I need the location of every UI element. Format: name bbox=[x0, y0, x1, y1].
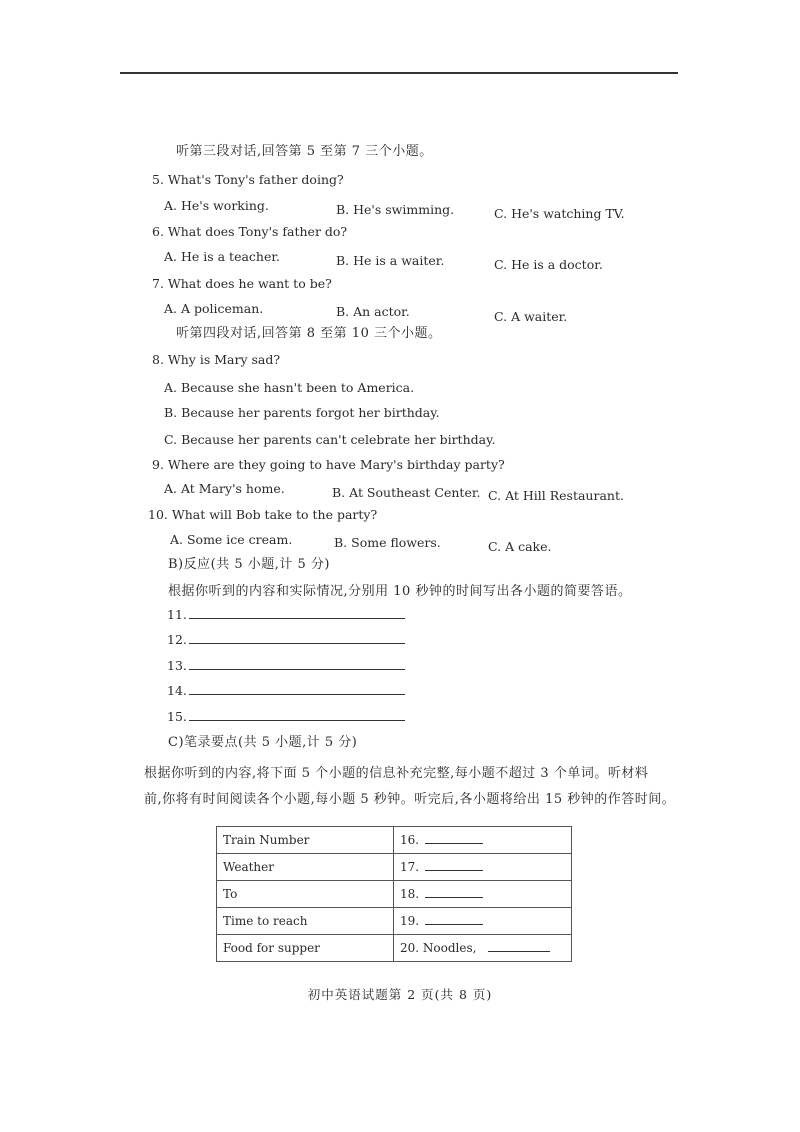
answer-number: 18. bbox=[400, 887, 420, 901]
answer-underline bbox=[189, 659, 405, 670]
answer-underline bbox=[189, 684, 405, 695]
q6-option-b: B. He is a waiter. bbox=[336, 253, 445, 268]
answer-cell-19[interactable] bbox=[394, 908, 572, 935]
question-8: 8. Why is Mary sad? bbox=[152, 352, 281, 367]
top-rule bbox=[120, 72, 678, 74]
answer-number: 13. bbox=[167, 658, 187, 673]
q5-option-a: A. He's working. bbox=[164, 198, 269, 213]
q8-option-b: B. Because her parents forgot her birthday. bbox=[164, 405, 440, 420]
answer-number: 11. bbox=[167, 607, 187, 622]
q6-option-c: C. He is a doctor. bbox=[494, 257, 603, 272]
answer-number: 12. bbox=[167, 632, 187, 647]
answer-line-13[interactable] bbox=[167, 658, 405, 674]
answer-underline bbox=[189, 633, 405, 644]
question-10: 10. What will Bob take to the party? bbox=[148, 507, 378, 522]
fill-underline bbox=[425, 833, 483, 844]
q5-option-c: C. He's watching TV. bbox=[494, 206, 625, 221]
answer-cell-17[interactable] bbox=[394, 854, 572, 881]
answer-line-14[interactable] bbox=[167, 683, 405, 699]
fill-underline bbox=[425, 914, 483, 925]
answer-cell-18[interactable] bbox=[394, 881, 572, 908]
page-footer: 初中英语试题第 2 页(共 8 页) bbox=[307, 987, 493, 1002]
dialogue3-instruction: 听第三段对话,回答第 5 至第 7 三个小题。 bbox=[176, 144, 433, 159]
answer-number: 14. bbox=[167, 683, 187, 698]
table-row bbox=[217, 854, 572, 881]
answer-number: 19. bbox=[400, 914, 420, 928]
row-label: To bbox=[217, 881, 394, 908]
q10-option-a: A. Some ice cream. bbox=[170, 532, 293, 547]
table-row bbox=[217, 908, 572, 935]
question-5: 5. What's Tony's father doing? bbox=[152, 172, 344, 187]
question-9: 9. Where are they going to have Mary's birthday party? bbox=[152, 457, 505, 472]
answer-number: 20. Noodles, bbox=[400, 941, 477, 955]
q6-option-a: A. He is a teacher. bbox=[164, 249, 280, 264]
row-label: Time to reach bbox=[217, 908, 394, 935]
q8-option-c: C. Because her parents can't celebrate her birthday. bbox=[164, 432, 496, 447]
q5-option-b: B. He's swimming. bbox=[336, 202, 455, 217]
answer-cell-16[interactable] bbox=[394, 827, 572, 854]
q8-option-a: A. Because she hasn't been to America. bbox=[164, 380, 415, 395]
fill-underline bbox=[425, 887, 483, 898]
fill-underline bbox=[425, 860, 483, 871]
answer-line-11[interactable] bbox=[167, 607, 405, 623]
answer-number: 17. bbox=[400, 860, 420, 874]
answer-number: 15. bbox=[167, 709, 187, 724]
row-label: Train Number bbox=[217, 827, 394, 854]
question-7: 7. What does he want to be? bbox=[152, 276, 332, 291]
q9-option-b: B. At Southeast Center. bbox=[332, 485, 481, 500]
answer-line-12[interactable] bbox=[167, 632, 405, 648]
q9-option-c: C. At Hill Restaurant. bbox=[488, 488, 624, 503]
table-row bbox=[217, 881, 572, 908]
q10-option-b: B. Some flowers. bbox=[334, 535, 441, 550]
table-row bbox=[217, 935, 572, 962]
question-6: 6. What does Tony's father do? bbox=[152, 224, 348, 239]
q7-option-c: C. A waiter. bbox=[494, 309, 568, 324]
part-c-instruction-line2: 前,你将有时间阅读各个小题,每小题 5 秒钟。听完后,各小题将给出 15 秒钟的作答时间。 bbox=[144, 792, 676, 807]
q7-option-a: A. A policeman. bbox=[164, 301, 264, 316]
answer-underline bbox=[189, 608, 405, 619]
part-b-instruction: 根据你听到的内容和实际情况,分别用 10 秒钟的时间写出各小题的简要答语。 bbox=[168, 584, 632, 599]
row-label: Weather bbox=[217, 854, 394, 881]
part-c-instruction-line1: 根据你听到的内容,将下面 5 个小题的信息补充完整,每小题不超过 3 个单词。听材料 bbox=[144, 766, 649, 781]
q9-option-a: A. At Mary's home. bbox=[164, 481, 285, 496]
notes-table bbox=[216, 826, 572, 962]
q10-option-c: C. A cake. bbox=[488, 539, 552, 554]
row-label: Food for supper bbox=[217, 935, 394, 962]
table-row bbox=[217, 827, 572, 854]
answer-underline bbox=[189, 710, 405, 721]
answer-cell-20[interactable] bbox=[394, 935, 572, 962]
answer-number: 16. bbox=[400, 833, 420, 847]
dialogue4-instruction: 听第四段对话,回答第 8 至第 10 三个小题。 bbox=[176, 326, 442, 341]
part-c-heading: C)笔录要点(共 5 小题,计 5 分) bbox=[168, 735, 358, 750]
part-b-heading: B)反应(共 5 小题,计 5 分) bbox=[168, 557, 330, 572]
q7-option-b: B. An actor. bbox=[336, 304, 410, 319]
answer-line-15[interactable] bbox=[167, 709, 405, 725]
fill-underline bbox=[488, 941, 550, 952]
